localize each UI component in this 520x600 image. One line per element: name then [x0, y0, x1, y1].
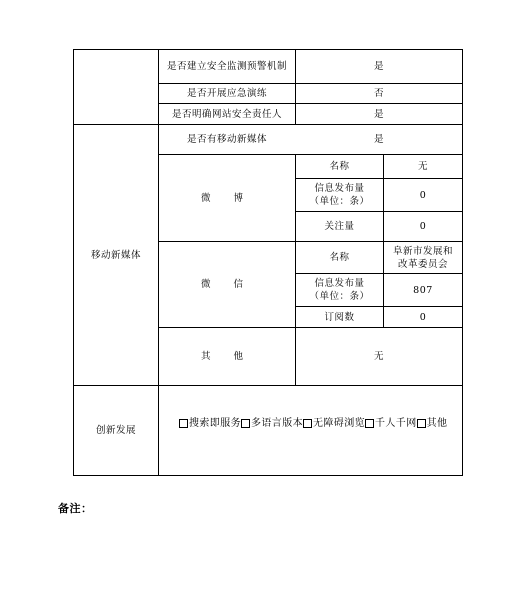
wechat-subs-value: 0 [419, 311, 427, 323]
table-border-bottom [73, 475, 463, 476]
option-label: 千人千网 [375, 417, 417, 429]
weibo-posts-label: 信息发布量（单位：条） [309, 183, 370, 207]
has-mobile-label: 是否有移动新媒体 [186, 134, 267, 145]
wechat-label: 微 信 [200, 279, 254, 290]
mobile-media-section-label: 移动新媒体 [90, 249, 141, 261]
wechat-name-label: 名称 [329, 252, 350, 263]
remarks-label: 备注： [58, 502, 93, 515]
option-label: 其他 [426, 417, 448, 429]
checkbox-icon[interactable] [303, 419, 312, 428]
option-search-as-service[interactable] [179, 417, 241, 430]
security-monitor-value: 是 [373, 61, 384, 72]
checkbox-icon[interactable] [417, 419, 426, 428]
weibo-label: 微 博 [200, 192, 254, 204]
option-label: 无障碍浏览 [313, 417, 365, 429]
table-border-right [462, 49, 463, 476]
option-label: 搜索即服务 [189, 417, 241, 429]
innovation-options [159, 386, 462, 460]
weibo-name-value: 无 [417, 161, 428, 172]
responsible-person-value: 是 [373, 108, 384, 120]
has-mobile-value: 是 [373, 134, 384, 145]
weibo-posts-value: 0 [419, 189, 427, 201]
checkbox-icon[interactable] [365, 419, 374, 428]
wechat-name-value: 阜新市发展和改革委员会 [392, 245, 453, 270]
option-accessibility[interactable] [303, 417, 365, 430]
checkbox-icon[interactable] [179, 419, 188, 428]
responsible-person-label: 是否明确网站安全责任人 [171, 108, 282, 120]
weibo-name-label: 名称 [329, 161, 350, 172]
option-multilingual[interactable] [241, 417, 303, 430]
option-other[interactable] [417, 417, 448, 430]
checkbox-icon[interactable] [241, 419, 250, 428]
option-personalized[interactable] [365, 417, 417, 430]
weibo-followers-value: 0 [419, 221, 427, 232]
weibo-followers-label: 关注量 [324, 221, 355, 232]
wechat-posts-label: 信息发布量（单位：条） [309, 278, 370, 302]
emergency-drill-label: 是否开展应急演练 [186, 88, 267, 99]
option-label: 多语言版本 [251, 417, 303, 429]
security-monitor-label: 是否建立安全监测预警机制 [167, 61, 288, 72]
wechat-subs-label: 订阅数 [324, 311, 355, 323]
emergency-drill-value: 否 [373, 88, 384, 99]
innovation-section-label: 创新发展 [95, 425, 136, 436]
wechat-posts-value: 807 [413, 284, 433, 296]
other-value: 无 [373, 351, 384, 362]
other-label: 其 他 [200, 351, 254, 362]
